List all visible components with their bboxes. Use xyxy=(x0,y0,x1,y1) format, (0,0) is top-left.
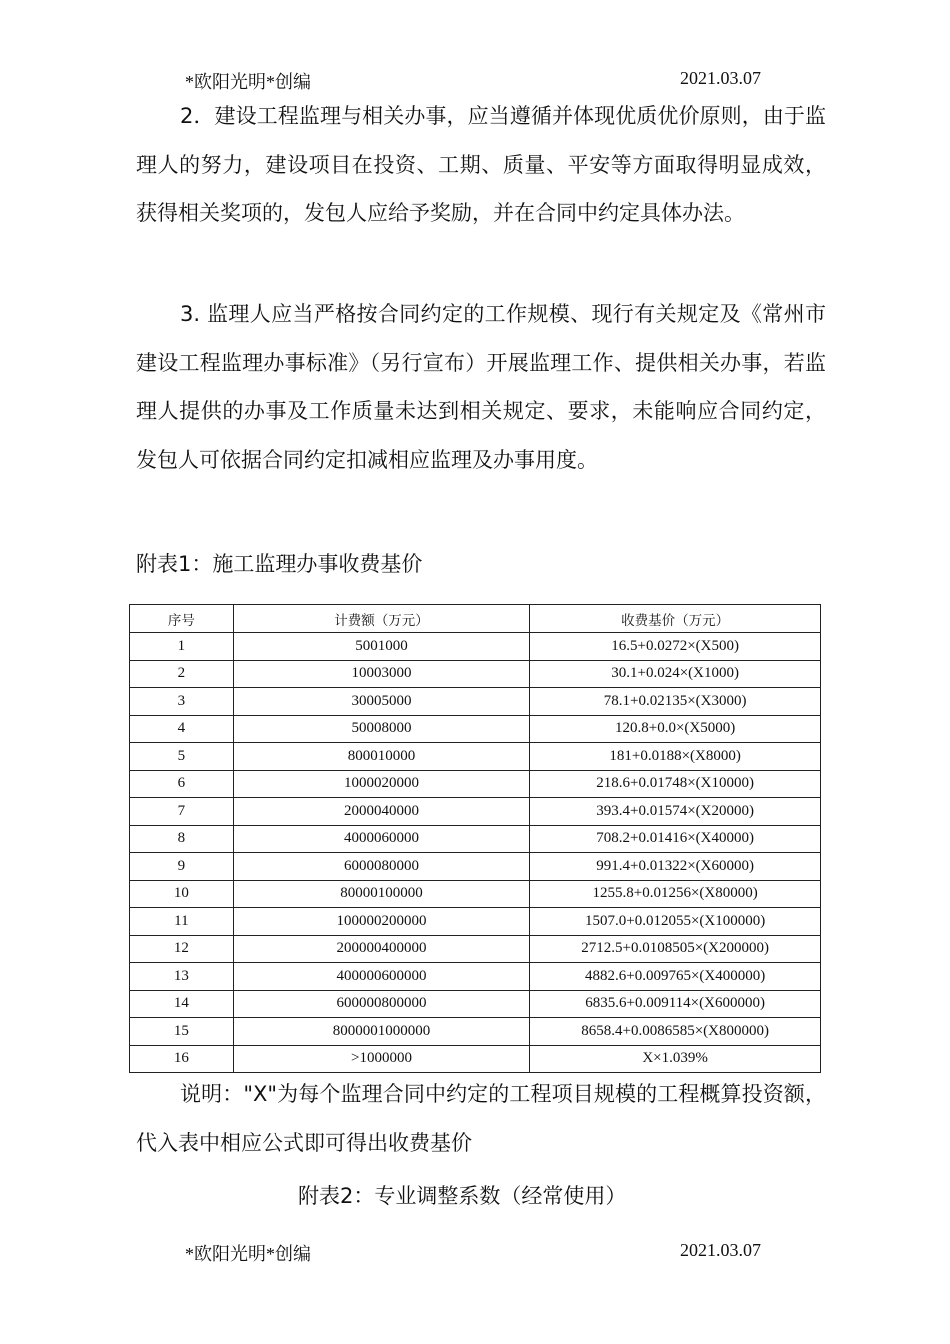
cell-base-price: 120.8+0.0×(X5000) xyxy=(530,715,821,743)
cell-index: 11 xyxy=(130,908,234,936)
cell-fee-amount: 800010000 xyxy=(233,743,529,771)
table-row xyxy=(130,770,821,798)
cell-fee-amount: 4000060000 xyxy=(233,825,529,853)
cell-index: 9 xyxy=(130,853,234,881)
table-row xyxy=(130,688,821,716)
cell-base-price: 393.4+0.01574×(X20000) xyxy=(530,798,821,826)
column-header-base-price: 收费基价（万元） xyxy=(530,605,821,633)
paragraph-3: 3. 监理人应当严格按合同约定的工作规模、现行有关规定及《常州市建设工程监理办事标准》（另行宣布）开展监理工作、提供相关办事，若监理人提供的办事及工作质量未达到相关规定、要求，未能响应合同约定，发包人可依据合同约定扣减相应监理及办事用度。 xyxy=(136,302,826,472)
cell-fee-amount: 2000040000 xyxy=(233,798,529,826)
cell-base-price: 181+0.0188×(X8000) xyxy=(530,743,821,771)
table-note: 说明："X"为每个监理合同中约定的工程项目规模的工程概算投资额，代入表中相应公式即可得出收费基价 xyxy=(136,1082,826,1155)
cell-index: 1 xyxy=(130,633,234,661)
table-row xyxy=(130,633,821,661)
cell-fee-amount: 8000001000000 xyxy=(233,1018,529,1046)
table1-caption: 附表1：施工监理办事收费基价 xyxy=(136,552,423,576)
cell-index: 13 xyxy=(130,963,234,991)
table-row xyxy=(130,660,821,688)
table-row xyxy=(130,990,821,1018)
cell-fee-amount: 6000080000 xyxy=(233,853,529,881)
header-author: *欧阳光明*创编 xyxy=(185,72,311,92)
cell-fee-amount: 200000400000 xyxy=(233,935,529,963)
cell-base-price: 708.2+0.01416×(X40000) xyxy=(530,825,821,853)
cell-base-price: 1507.0+0.012055×(X100000) xyxy=(530,908,821,936)
table-row xyxy=(130,963,821,991)
cell-index: 4 xyxy=(130,715,234,743)
header-date: 2021.03.07 xyxy=(680,68,761,88)
cell-base-price: 2712.5+0.0108505×(X200000) xyxy=(530,935,821,963)
cell-fee-amount: 5001000 xyxy=(233,633,529,661)
cell-index: 7 xyxy=(130,798,234,826)
fee-table xyxy=(129,604,821,1073)
cell-base-price: 16.5+0.0272×(X500) xyxy=(530,633,821,661)
cell-base-price: 30.1+0.024×(X1000) xyxy=(530,660,821,688)
cell-fee-amount: 10003000 xyxy=(233,660,529,688)
cell-fee-amount: 80000100000 xyxy=(233,880,529,908)
table-header-row xyxy=(130,605,821,633)
fee-table-body xyxy=(130,633,821,1073)
cell-index: 15 xyxy=(130,1018,234,1046)
paragraph-2: 2．建设工程监理与相关办事，应当遵循并体现优质优价原则，由于监理人的努力，建设项目在投资、工期、质量、平安等方面取得明显成效，获得相关奖项的，发包人应给予奖励，并在合同中约定具体办法。 xyxy=(136,104,826,225)
table2-caption: 附表2：专业调整系数（经常使用） xyxy=(298,1184,627,1208)
cell-base-price: 4882.6+0.009765×(X400000) xyxy=(530,963,821,991)
column-header-fee-amount: 计费额（万元） xyxy=(233,605,529,633)
cell-fee-amount: 400000600000 xyxy=(233,963,529,991)
cell-base-price: X×1.039% xyxy=(530,1045,821,1073)
cell-fee-amount: 600000800000 xyxy=(233,990,529,1018)
cell-fee-amount: 100000200000 xyxy=(233,908,529,936)
cell-fee-amount: 30005000 xyxy=(233,688,529,716)
footer-date: 2021.03.07 xyxy=(680,1240,761,1260)
cell-index: 12 xyxy=(130,935,234,963)
table-row xyxy=(130,935,821,963)
column-header-index: 序号 xyxy=(130,605,234,633)
table-row xyxy=(130,1018,821,1046)
cell-fee-amount: 50008000 xyxy=(233,715,529,743)
table-row xyxy=(130,853,821,881)
table-row xyxy=(130,825,821,853)
cell-base-price: 8658.4+0.0086585×(X800000) xyxy=(530,1018,821,1046)
footer-author: *欧阳光明*创编 xyxy=(185,1244,311,1264)
table-row xyxy=(130,908,821,936)
cell-index: 16 xyxy=(130,1045,234,1073)
cell-base-price: 991.4+0.01322×(X60000) xyxy=(530,853,821,881)
table-row xyxy=(130,880,821,908)
cell-base-price: 218.6+0.01748×(X10000) xyxy=(530,770,821,798)
cell-index: 3 xyxy=(130,688,234,716)
table-row xyxy=(130,798,821,826)
table-row xyxy=(130,743,821,771)
cell-fee-amount: 1000020000 xyxy=(233,770,529,798)
cell-index: 6 xyxy=(130,770,234,798)
cell-base-price: 6835.6+0.009114×(X600000) xyxy=(530,990,821,1018)
cell-index: 8 xyxy=(130,825,234,853)
cell-index: 2 xyxy=(130,660,234,688)
cell-index: 10 xyxy=(130,880,234,908)
cell-base-price: 1255.8+0.01256×(X80000) xyxy=(530,880,821,908)
table-row xyxy=(130,715,821,743)
cell-index: 14 xyxy=(130,990,234,1018)
table-row xyxy=(130,1045,821,1073)
cell-fee-amount: >1000000 xyxy=(233,1045,529,1073)
cell-base-price: 78.1+0.02135×(X3000) xyxy=(530,688,821,716)
cell-index: 5 xyxy=(130,743,234,771)
